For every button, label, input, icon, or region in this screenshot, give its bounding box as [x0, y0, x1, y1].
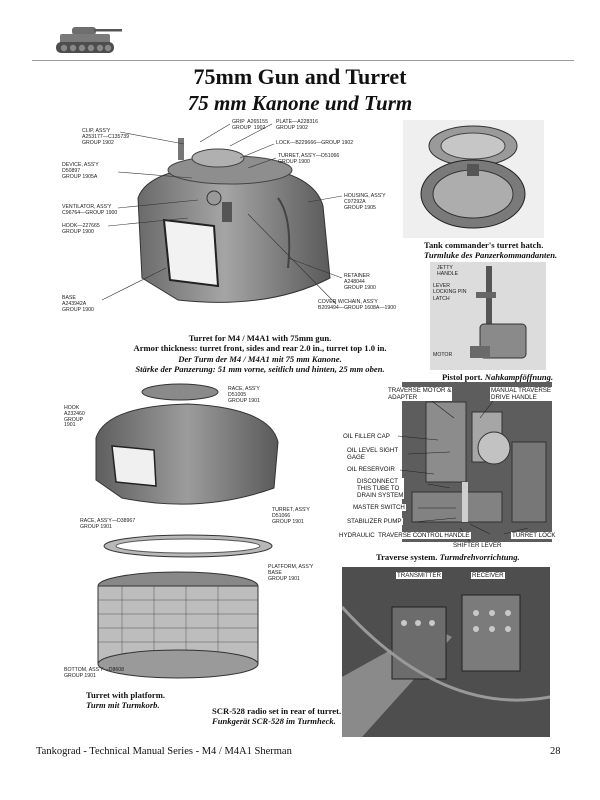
label-stabilizer: STABILIZER PUMP [347, 518, 402, 525]
caption-radio-de: Funkgerät SCR-528 im Turmheck. [212, 716, 336, 727]
caption-turret-line2: Armor thickness: turret front, sides and rear 2.0 in., turret top 1.0 in. [133, 343, 387, 354]
label-turret-lock: TURRET LOCK [512, 532, 556, 539]
label-master-switch: MASTER SWITCH [353, 504, 405, 511]
label-ventilator: VENTILATOR, ASS'Y C96764—GROUP 1900 [62, 204, 118, 216]
caption-turret-line1: Turret for M4 / M4A1 with 75mm gun. [188, 333, 332, 343]
label-turret-exploded: TURRET, ASS'Y D51066 GROUP 1901 [272, 507, 310, 525]
label-oil-filler: OIL FILLER CAP [343, 433, 390, 440]
label-latch: LATCH [433, 296, 450, 302]
label-hook-exploded: HOOK A232460 GROUP 1901 [64, 405, 85, 429]
label-jetty: JETTY HANDLE [437, 265, 459, 277]
caption-hatch-en: Tank commander's turret hatch. [424, 240, 544, 250]
caption-traverse-de: Turmdrehvorrichtung. [439, 552, 520, 562]
caption-turret [120, 333, 400, 375]
caption-pistol-en: Pistol port. [442, 372, 483, 382]
caption-turret-line4: Stärke der Panzerung: 51 mm vorne, seitlich und hinten, 25 mm oben. [135, 364, 385, 375]
label-transmitter: TRANSMITTER [397, 572, 441, 579]
caption-hatch-de: Turmluke des Panzerkommandanten. [424, 250, 558, 261]
label-motor: MOTOR [433, 352, 453, 358]
label-turret: TURRET, ASS'Y—D51066 GROUP 1900 [278, 153, 340, 165]
page-title-german: 75 mm Kanone und Turm [187, 91, 413, 115]
label-disconnect: DISCONNECT THIS TUBE TO DRAIN SYSTEM [357, 478, 404, 499]
caption-pistol-de: Nahkampföffnung. [484, 372, 554, 382]
label-retainer: RETAINER A248044 GROUP 1900 [344, 273, 376, 291]
caption-turret-line3: Der Turm der M4 / M4A1 mit 75 mm Kanone. [178, 353, 342, 364]
exploded-turret-illustration [82, 378, 292, 690]
label-oil-level: OIL LEVEL SIGHT GAGE [347, 447, 399, 461]
label-grip: GRIP A265155 GROUP 1902 [232, 119, 268, 131]
label-bottom: BOTTOM, ASS'Y—D8608 GROUP 1901 [64, 667, 124, 679]
label-cover: COVER W/CHAIN, ASS'Y B209494—GROUP 1608A—1900 [318, 299, 397, 311]
label-receiver: RECEIVER [472, 572, 504, 579]
caption-traverse [376, 552, 576, 562]
label-manual-traverse: MANUAL TRAVERSE DRIVE HANDLE [491, 387, 552, 401]
label-race: RACE, ASS'Y D51005 GROUP 1901 [228, 386, 260, 404]
caption-radio-en: SCR-528 radio set in rear of turret. [212, 706, 342, 716]
label-clip: CLIP, ASS'Y A253177—C135739 GROUP 1902 [82, 128, 130, 146]
label-platform: PLATFORM, ASS'Y BASE GROUP 1901 [268, 564, 314, 582]
caption-hatch [424, 240, 564, 261]
label-housing: HOUSING, ASS'Y C97292A GROUP 1905 [344, 193, 386, 211]
commander-hatch-photo [403, 120, 544, 238]
header-rule [32, 60, 574, 61]
label-race2: RACE, ASS'Y—D38967 GROUP 1901 [80, 518, 136, 530]
caption-exploded-en: Turret with platform. [86, 690, 166, 700]
label-shifter: SHIFTER LEVER [453, 542, 502, 549]
label-base: BASE A243942A GROUP 1900 [62, 295, 94, 313]
tank-logo-icon [54, 22, 126, 56]
label-lever: LEVER LOCKING PIN [433, 283, 467, 295]
turret-leader-lines [80, 118, 380, 318]
page-number: 28 [550, 746, 561, 757]
caption-traverse-en: Traverse system. [376, 552, 438, 562]
label-hydraulic: HYDRAULIC TRAVERSE CONTROL HANDLE [339, 532, 470, 539]
label-plate: PLATE—A228316 GROUP 1902 [276, 119, 319, 131]
radio-set-photo [342, 567, 550, 737]
traverse-leader-lines [360, 378, 560, 568]
page-title: 75mm Gun and Turret [193, 64, 407, 89]
label-device: DEVICE, ASS'Y D50897 GROUP 1905A [62, 162, 99, 180]
label-oil-reservoir: OIL RESERVOIR [347, 466, 395, 473]
label-hook: HOOK—227665 GROUP 1900 [62, 223, 100, 235]
footer-series: Tankograd - Technical Manual Series - M4 / M4A1 Sherman [36, 746, 292, 757]
caption-radio [212, 706, 352, 727]
caption-exploded-de: Turm mit Turmkorb. [86, 700, 160, 711]
label-traverse-motor: TRAVERSE MOTOR & ADAPTER [388, 387, 452, 401]
label-lock: LOCK—B229666—GROUP 1902 [276, 140, 354, 146]
